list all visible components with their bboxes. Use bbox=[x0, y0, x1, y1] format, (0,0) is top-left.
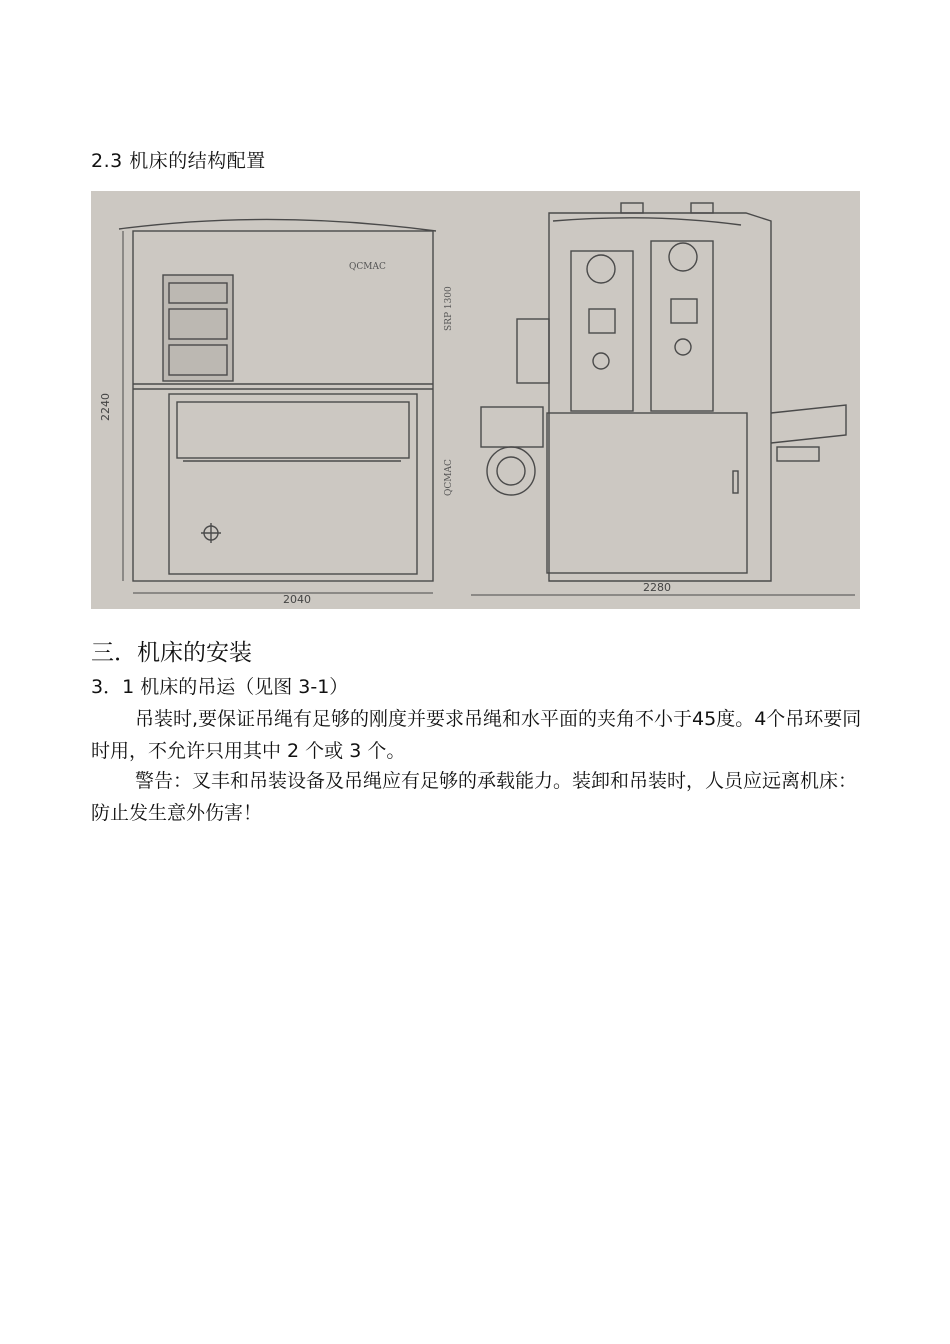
dim-height: 2240 bbox=[99, 393, 112, 421]
side-gearbox bbox=[481, 407, 543, 447]
front-opening bbox=[169, 394, 417, 574]
model-label: SRP 1300 bbox=[444, 286, 454, 331]
dim-side-width: 2280 bbox=[643, 581, 671, 594]
section-title: 2.3 机床的结构配置 bbox=[91, 150, 266, 172]
brand-label: QCMAC bbox=[349, 262, 386, 272]
side-fan bbox=[487, 447, 535, 495]
side-body bbox=[549, 213, 771, 581]
motor-housing bbox=[517, 319, 549, 383]
machine-drawing-figure bbox=[91, 191, 860, 609]
side-brand-label: QCMAC bbox=[444, 459, 454, 496]
chapter-title: 三．机床的安装 bbox=[91, 640, 252, 666]
paragraph-warning bbox=[91, 765, 863, 829]
side-conveyor bbox=[771, 405, 846, 443]
dim-front-width: 2040 bbox=[283, 593, 311, 606]
subsection-title: 3．1 机床的吊运（见图 3-1） bbox=[91, 676, 349, 698]
machine-drawing bbox=[91, 191, 860, 609]
sanding-head-2 bbox=[651, 241, 713, 411]
control-panel bbox=[163, 275, 233, 381]
front-top-curve bbox=[119, 219, 436, 231]
paragraph-lifting-text: 吊装时,要保证吊绳有足够的刚度并要求吊绳和水平面的夹角不小于45度。4个吊环要同时用，不允许只用其中 2 个或 3 个。 bbox=[91, 708, 862, 762]
side-base-cabinet bbox=[547, 413, 747, 573]
paragraph-warning-text: 警告：叉丰和吊装设备及吊绳应有足够的承载能力。装卸和吊装时，人员应远离机床：防止发生意外伤害！ bbox=[91, 770, 858, 824]
sanding-head-1 bbox=[571, 251, 633, 411]
paragraph-lifting bbox=[91, 703, 863, 767]
